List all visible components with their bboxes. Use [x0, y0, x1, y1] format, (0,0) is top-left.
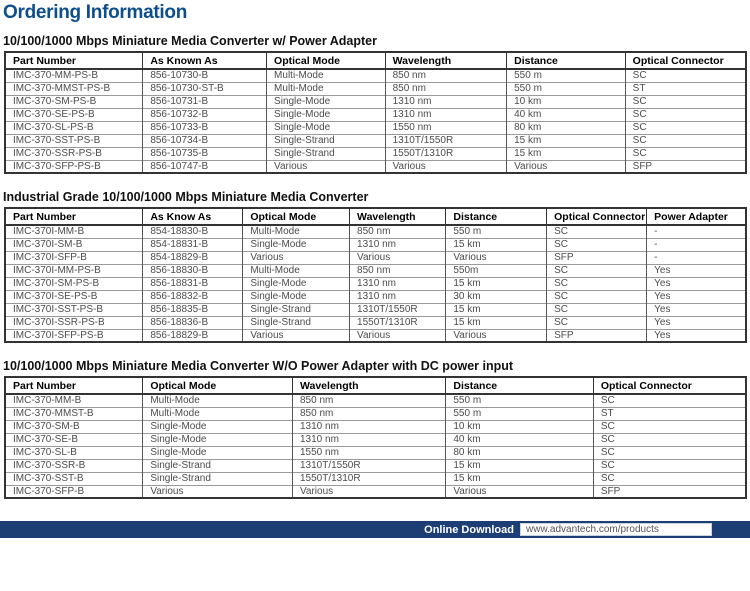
table-cell: Single-Strand [143, 472, 293, 485]
table-cell: Various [350, 251, 446, 264]
table-row [5, 459, 746, 472]
table-cell: Single-Mode [267, 121, 386, 134]
table-cell: 40 km [446, 433, 593, 446]
table-cell: IMC-370I-SFP-B [5, 251, 143, 264]
table-cell: ST [593, 407, 746, 420]
column-header: Optical Connector [547, 208, 647, 225]
table-cell: Single-Strand [243, 303, 350, 316]
table-cell: - [647, 238, 746, 251]
table-cell: 550 m [507, 69, 626, 82]
table-cell: Single-Mode [143, 446, 293, 459]
column-header: Optical Connector [593, 377, 746, 394]
table-cell: 550 m [446, 394, 593, 407]
table-row [5, 147, 746, 160]
table-row [5, 316, 746, 329]
table-cell: SC [547, 316, 647, 329]
table-row [5, 472, 746, 485]
table-cell: SC [625, 134, 746, 147]
table-cell: 550 m [507, 82, 626, 95]
table-cell: IMC-370-SL-PS-B [5, 121, 143, 134]
table-cell: IMC-370-SFP-B [5, 485, 143, 498]
table-cell: Single-Mode [267, 95, 386, 108]
column-header: Part Number [5, 52, 143, 69]
table-row [5, 329, 746, 342]
table-cell: SC [593, 394, 746, 407]
table-cell: 10 km [446, 420, 593, 433]
table-cell: 856-18829-B [143, 329, 243, 342]
table-cell: Single-Strand [267, 147, 386, 160]
table-cell: 1550 nm [292, 446, 445, 459]
table-cell: 1310 nm [292, 433, 445, 446]
table-cell: 856-10735-B [143, 147, 267, 160]
table-cell: IMC-370-MMST-PS-B [5, 82, 143, 95]
table-cell: SC [625, 147, 746, 160]
table-cell: SC [593, 472, 746, 485]
table-cell: SFP [625, 160, 746, 173]
table-cell: 856-18836-B [143, 316, 243, 329]
table-cell: Multi-Mode [267, 69, 386, 82]
table-cell: IMC-370I-SSR-PS-B [5, 316, 143, 329]
table-cell: 1310 nm [350, 238, 446, 251]
table-cell: 856-10747-B [143, 160, 267, 173]
table-cell: 854-18829-B [143, 251, 243, 264]
table-cell: SC [593, 420, 746, 433]
column-header: As Know As [143, 208, 243, 225]
table-cell: IMC-370-SSR-B [5, 459, 143, 472]
table-cell: 1310 nm [385, 108, 507, 121]
table-cell: IMC-370I-MM-B [5, 225, 143, 238]
table-cell: 1550T/1310R [385, 147, 507, 160]
table-cell: 850 nm [292, 394, 445, 407]
table-cell: Various [446, 251, 547, 264]
table-cell: IMC-370I-MM-PS-B [5, 264, 143, 277]
table-cell: SC [593, 446, 746, 459]
table-cell: IMC-370-SM-PS-B [5, 95, 143, 108]
column-header: Part Number [5, 208, 143, 225]
table-cell: Single-Mode [143, 420, 293, 433]
table-header-row [5, 208, 746, 225]
table-cell: 1310T/1550R [292, 459, 445, 472]
table-cell: 854-18830-B [143, 225, 243, 238]
table-cell: Yes [647, 290, 746, 303]
footer-url[interactable]: www.advantech.com/products [526, 524, 659, 535]
table-cell: Yes [647, 316, 746, 329]
table-cell: Single-Mode [243, 290, 350, 303]
table-cell: SC [547, 264, 647, 277]
table-cell: Yes [647, 303, 746, 316]
table-cell: Various [243, 251, 350, 264]
table-cell: IMC-370-SSR-PS-B [5, 147, 143, 160]
table-cell: SC [625, 121, 746, 134]
table-cell: 1310T/1550R [385, 134, 507, 147]
table-cell: 850 nm [292, 407, 445, 420]
table-cell: IMC-370-MM-B [5, 394, 143, 407]
table-row [5, 485, 746, 498]
table-row [5, 134, 746, 147]
table-cell: IMC-370I-SM-B [5, 238, 143, 251]
table-cell: 856-10732-B [143, 108, 267, 121]
table-cell: SFP [593, 485, 746, 498]
table-cell: 80 km [507, 121, 626, 134]
table-cell: SC [593, 433, 746, 446]
table-cell: 856-10730-ST-B [143, 82, 267, 95]
table-row [5, 407, 746, 420]
column-header: As Known As [143, 52, 267, 69]
section-heading: 10/100/1000 Mbps Miniature Media Converter w/ Power Adapter [3, 34, 377, 48]
online-download-label: Online Download [424, 523, 514, 536]
table-cell: Multi-Mode [267, 82, 386, 95]
table-cell: 856-18835-B [143, 303, 243, 316]
table-cell: SFP [547, 251, 647, 264]
table-row [5, 433, 746, 446]
column-header: Part Number [5, 377, 143, 394]
table-cell: Multi-Mode [243, 225, 350, 238]
column-header: Wavelength [385, 52, 507, 69]
table-cell: 850 nm [385, 69, 507, 82]
table-cell: Single-Mode [243, 238, 350, 251]
table-row [5, 238, 746, 251]
page-title: Ordering Information [3, 2, 188, 23]
table-row [5, 251, 746, 264]
table-cell: Single-Strand [267, 134, 386, 147]
table-cell: 15 km [446, 277, 547, 290]
table-cell: 856-18831-B [143, 277, 243, 290]
section-power-adapter [0, 34, 750, 174]
table-row [5, 121, 746, 134]
table-cell: IMC-370-SL-B [5, 446, 143, 459]
table-cell: SC [625, 108, 746, 121]
table-cell: 15 km [446, 459, 593, 472]
table-cell: SC [625, 69, 746, 82]
table-row [5, 82, 746, 95]
table-header-row [5, 52, 746, 69]
table-cell: Various [507, 160, 626, 173]
column-header: Wavelength [350, 208, 446, 225]
table-cell: Single-Strand [243, 316, 350, 329]
table-cell: 550 m [446, 407, 593, 420]
column-header: Distance [446, 208, 547, 225]
table-cell: Single-Mode [243, 277, 350, 290]
table-row [5, 69, 746, 82]
table-cell: 550m [446, 264, 547, 277]
footer-bar [0, 521, 750, 538]
table-row [5, 303, 746, 316]
table-cell: 15 km [507, 147, 626, 160]
table-cell: Various [243, 329, 350, 342]
table-row [5, 108, 746, 121]
table-row [5, 290, 746, 303]
table-cell: IMC-370-SFP-PS-B [5, 160, 143, 173]
table-cell: 1310T/1550R [350, 303, 446, 316]
section-heading: Industrial Grade 10/100/1000 Mbps Miniature Media Converter [3, 190, 369, 204]
ordering-table-dc-power-input [4, 376, 747, 499]
table-cell: Single-Mode [143, 433, 293, 446]
table-cell: 1310 nm [292, 420, 445, 433]
table-cell: 1310 nm [385, 95, 507, 108]
table-cell: 1550 nm [385, 121, 507, 134]
table-cell: Yes [647, 277, 746, 290]
table-row [5, 394, 746, 407]
table-cell: 1310 nm [350, 277, 446, 290]
table-cell: IMC-370-MMST-B [5, 407, 143, 420]
column-header: Optical Connector [625, 52, 746, 69]
table-cell: SC [547, 238, 647, 251]
table-cell: IMC-370-SST-B [5, 472, 143, 485]
table-cell: 850 nm [350, 225, 446, 238]
table-row [5, 95, 746, 108]
table-cell: Various [267, 160, 386, 173]
table-row [5, 420, 746, 433]
table-cell: Various [292, 485, 445, 498]
table-cell: IMC-370-SE-B [5, 433, 143, 446]
table-cell: 1550T/1310R [292, 472, 445, 485]
table-cell: Yes [647, 264, 746, 277]
table-cell: 15 km [446, 316, 547, 329]
table-cell: IMC-370I-SE-PS-B [5, 290, 143, 303]
table-cell: 1310 nm [350, 290, 446, 303]
section-industrial-grade [0, 190, 750, 343]
table-cell: Various [143, 485, 293, 498]
table-cell: SC [547, 225, 647, 238]
table-cell: 10 km [507, 95, 626, 108]
column-header: Optical Mode [143, 377, 293, 394]
section-heading: 10/100/1000 Mbps Miniature Media Converter W/O Power Adapter with DC power input [3, 359, 514, 373]
table-cell: 80 km [446, 446, 593, 459]
ordering-table-power-adapter [4, 51, 747, 174]
table-cell: 856-10733-B [143, 121, 267, 134]
table-cell: Various [446, 485, 593, 498]
table-cell: Various [350, 329, 446, 342]
table-cell: 856-18830-B [143, 264, 243, 277]
table-cell: 15 km [507, 134, 626, 147]
table-cell: Single-Strand [143, 459, 293, 472]
table-cell: 40 km [507, 108, 626, 121]
table-cell: SFP [547, 329, 647, 342]
table-header-row [5, 377, 746, 394]
table-cell: SC [547, 277, 647, 290]
footer-url-box[interactable] [520, 523, 712, 536]
table-cell: 856-10730-B [143, 69, 267, 82]
table-cell: Yes [647, 329, 746, 342]
table-cell: 30 km [446, 290, 547, 303]
table-cell: 1550T/1310R [350, 316, 446, 329]
table-cell: IMC-370-MM-PS-B [5, 69, 143, 82]
column-header: Optical Mode [267, 52, 386, 69]
table-cell: Single-Mode [267, 108, 386, 121]
table-cell: 550 m [446, 225, 547, 238]
table-cell: Multi-Mode [243, 264, 350, 277]
table-cell: - [647, 225, 746, 238]
table-cell: IMC-370-SE-PS-B [5, 108, 143, 121]
table-cell: SC [547, 303, 647, 316]
section-dc-power-input [0, 359, 750, 499]
table-cell: 15 km [446, 238, 547, 251]
table-cell: ST [625, 82, 746, 95]
ordering-table-industrial-grade [4, 207, 747, 343]
table-cell: 854-18831-B [143, 238, 243, 251]
table-cell: SC [593, 459, 746, 472]
table-cell: - [647, 251, 746, 264]
table-cell: Multi-Mode [143, 394, 293, 407]
column-header: Optical Mode [243, 208, 350, 225]
table-cell: SC [547, 290, 647, 303]
table-row [5, 446, 746, 459]
column-header: Power Adapter [647, 208, 746, 225]
table-cell: 856-10731-B [143, 95, 267, 108]
table-cell: IMC-370I-SM-PS-B [5, 277, 143, 290]
table-row [5, 160, 746, 173]
table-cell: 850 nm [385, 82, 507, 95]
table-cell: 15 km [446, 303, 547, 316]
table-cell: 15 km [446, 472, 593, 485]
column-header: Wavelength [292, 377, 445, 394]
table-cell: Various [385, 160, 507, 173]
table-cell: IMC-370-SM-B [5, 420, 143, 433]
table-row [5, 277, 746, 290]
table-cell: IMC-370I-SFP-PS-B [5, 329, 143, 342]
table-cell: 856-18832-B [143, 290, 243, 303]
table-cell: Multi-Mode [143, 407, 293, 420]
column-header: Distance [507, 52, 626, 69]
column-header: Distance [446, 377, 593, 394]
table-cell: 850 nm [350, 264, 446, 277]
table-row [5, 225, 746, 238]
table-cell: Various [446, 329, 547, 342]
table-row [5, 264, 746, 277]
table-cell: SC [625, 95, 746, 108]
table-cell: 856-10734-B [143, 134, 267, 147]
table-cell: IMC-370I-SST-PS-B [5, 303, 143, 316]
table-cell: IMC-370-SST-PS-B [5, 134, 143, 147]
